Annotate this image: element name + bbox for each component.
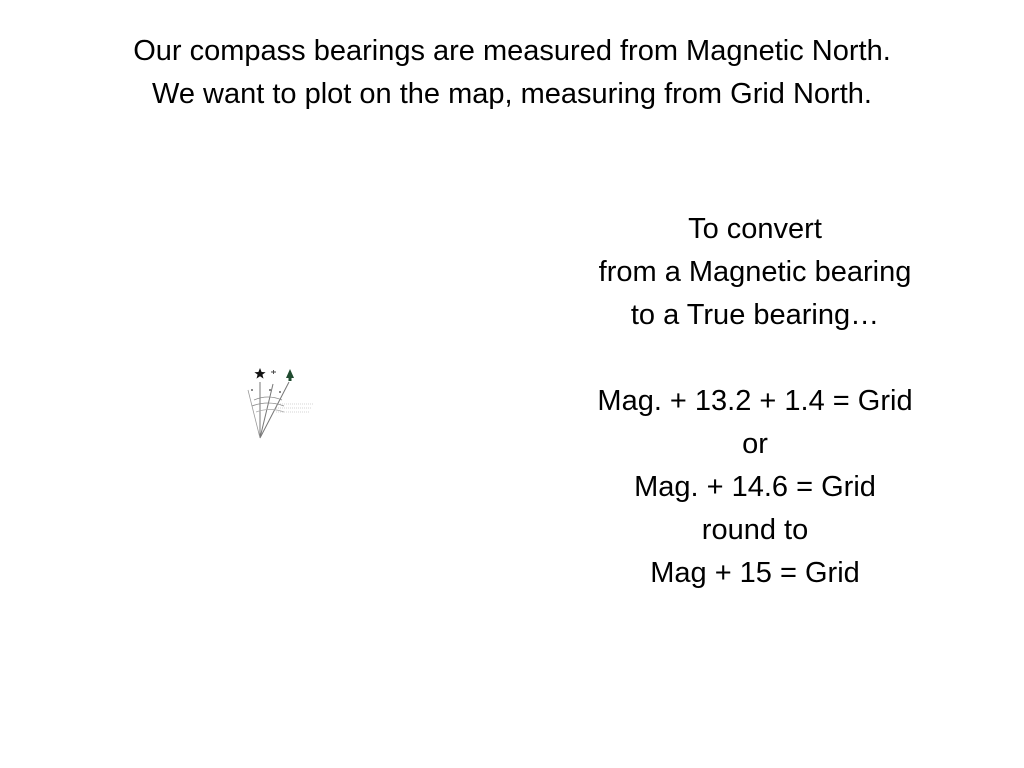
north-declination-diagram-icon bbox=[240, 360, 320, 444]
star-icon bbox=[254, 368, 265, 379]
equation-1: Mag. + 13.2 + 1.4 = Grid bbox=[597, 385, 913, 417]
conversion-explanation bbox=[540, 208, 970, 595]
or-text: or bbox=[742, 428, 768, 460]
conversion-spacer bbox=[540, 337, 970, 380]
heading-line-2: We want to plot on the map, measuring from Grid North. bbox=[152, 78, 872, 110]
equation-2: Mag. + 14.6 = Grid bbox=[634, 471, 876, 503]
tree-icon bbox=[286, 369, 294, 381]
round-to-text: round to bbox=[701, 514, 809, 546]
conversion-line-2: from a Magnetic bearing bbox=[598, 256, 912, 288]
conversion-line-1: To convert bbox=[688, 213, 822, 245]
heading-line-1: Our compass bearings are measured from Magnetic North. bbox=[133, 35, 891, 67]
conversion-line-3: to a True bearing… bbox=[630, 299, 880, 331]
equation-3: Mag + 15 = Grid bbox=[650, 557, 860, 589]
slide-heading bbox=[0, 30, 1024, 116]
